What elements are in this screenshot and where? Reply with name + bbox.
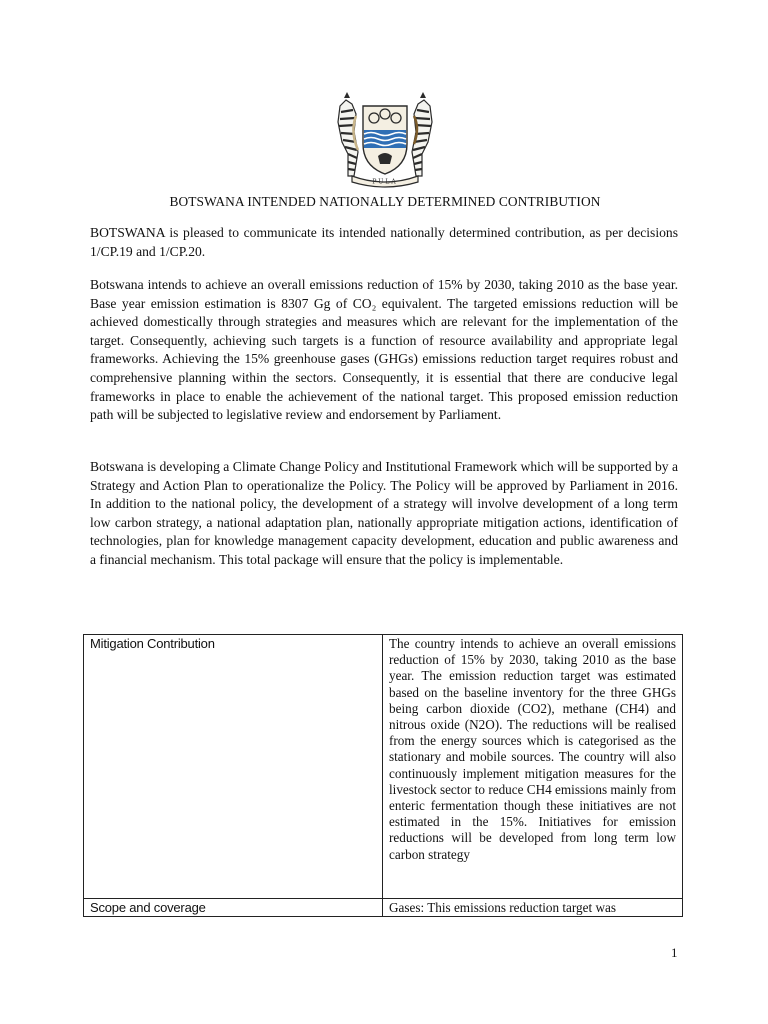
right-zebra-supporter <box>412 92 432 176</box>
shield <box>363 106 407 174</box>
row-label: Mitigation Contribution <box>84 635 383 899</box>
row-label: Scope and coverage <box>84 899 383 917</box>
coat-of-arms-logo <box>326 92 444 188</box>
policy-paragraph: Botswana is developing a Climate Change Policy and Institutional Framework which will be supported by a Strategy and Action Plan to operationalize the Policy. The Policy will be approved by Parliament in 2016. In addition to the national policy, the development of a strategy will involve development of a long term low carbon strategy, a national adaptation plan, nationally appropriate mitigation actions, identification of technologies, plan for knowledge management capacity development, education and public awareness and a financial mechanism. This total package will ensure that the policy is implementable. <box>90 459 678 567</box>
table-row <box>84 635 683 899</box>
page-number: 1 <box>671 945 678 960</box>
intro-paragraph: BOTSWANA is pleased to communicate its intended nationally determined contribution, as per decisions 1/CP.19 and 1/CP.20. <box>90 225 678 259</box>
emissions-target-paragraph: Botswana intends to achieve an overall emissions reduction of 15% by 2030, taking 2010 as the base year. Base year emission estimation is 8307 Gg of CO₂ equivalent. The targeted emissions reduction will be achieved domestically through strategies and measures which are relevant for the implementation of the target. Consequently, achieving such targets is a function of resource availability and appropriate legal frameworks. Achieving the 15% greenhouse gases (GHGs) emissions reduction target requires robust and comprehensive planning within the sectors. Consequently, it is essential that there are conducive legal frameworks in place to enable the achievement of the national target. This proposed emission reduction path will be subjected to legislative review and endorsement by Parliament. <box>90 277 678 423</box>
document-title: BOTSWANA INTENDED NATIONALLY DETERMINED CONTRIBUTION <box>169 194 601 209</box>
row-value: The country intends to achieve an overall emissions reduction of 15% by 2030, taking 2010 as the base year. The emission reduction target was estimated based on the baseline inventory for the three GHGs being carbon dioxide (CO2), methane (CH4) and nitrous oxide (N2O). The reductions will be realised from the energy sources which is categorised as the stationary and mobile sources. The country will also continuously implement mitigation measures for the livestock sector to reduce CH4 emissions mainly from enteric fermentation though these initiatives are not estimated in the 15%. Initiatives for emission reductions will be developed from long term low carbon strategy <box>383 635 683 899</box>
svg-text:PULA: PULA <box>372 178 398 186</box>
left-zebra-supporter <box>338 92 358 176</box>
contribution-table <box>83 634 683 917</box>
row-value: Gases: This emissions reduction target was <box>383 899 683 917</box>
table-row <box>84 899 683 917</box>
